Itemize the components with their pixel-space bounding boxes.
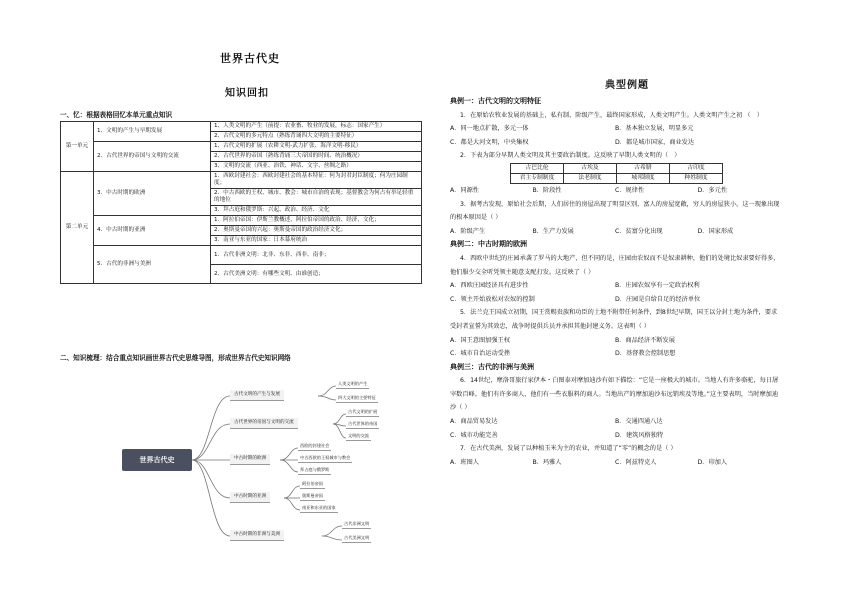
content-cell: 2、古代美洲文明：有哪些文明、由谁创造；	[211, 265, 422, 284]
answer-option: C．阿兹特克人	[615, 458, 657, 466]
table-cell: 种姓制度	[670, 173, 723, 183]
answer-option: B．商品经济不断发展	[615, 336, 675, 344]
section-heading-mindmap: 二、知识梳理：结合重点知识画世界古代史思维导图，形成世界古代史知识网络	[60, 354, 291, 362]
question-text: 6．14世纪，摩洛哥旅行家伊本・白图泰对摩加迪沙有如下描绘：“它是一座极大的城市。当地人有许多骆驼，每日屠宰数百峰。他们有许多商人，他们有一些衣服料的商人。当地出产的摩加迪沙布远销埃及等地。”这主要表明，当时摩加迪沙（ ）	[450, 377, 779, 412]
answer-option: D．庄园是自给自足的经济单位	[615, 295, 701, 303]
answer-option: A．西欧庄园经济具有进步性	[450, 282, 529, 290]
topic-cell: 4．中古时期的亚洲	[94, 216, 211, 246]
mindmap-leaf: 南亚和东亚的国家	[300, 504, 338, 513]
answer-option: C．都是大河文明，中央集权	[450, 138, 529, 146]
answer-options	[450, 122, 780, 149]
page-title: 世界古代史	[220, 52, 280, 65]
question-text: 5．法兰克王国成立初期，国王赏赐贵族和功臣的土地不附带任何条件，到8世纪早期，国王以分封土地为条件，要求受封者宣誓为其效忠，战争时提供兵员并承担其他封建义务。这表明（ ）	[450, 309, 778, 330]
answer-option: C．城市自治运动受挫	[450, 350, 511, 358]
review-table	[60, 121, 422, 284]
case-heading: 典例一：古代文明的文明特征	[450, 97, 541, 105]
answer-option: A．国王意图加强王权	[450, 336, 510, 344]
mindmap-leaf: 中古西欧的王权城市与教会	[298, 454, 352, 463]
answer-option: B．交通四通八达	[615, 418, 663, 426]
content-cell: 1．西欧封建社会：西欧封建社会的基本特征：何为封君封臣制度；何为庄园制度；	[211, 172, 422, 189]
answer-option: A．班图人	[450, 458, 479, 466]
topic-cell: 5．古代的非洲与美洲	[94, 246, 211, 284]
content-cell: 3．南亚与东亚的国家：日本幕府统治	[211, 236, 422, 246]
content-cell: 3．拜占庭和俄罗斯：兴起、政治、经济、文化	[211, 206, 422, 216]
table-row	[61, 142, 422, 152]
answer-options	[450, 225, 780, 239]
topic-cell: 1、文明的产生与早期发展	[94, 122, 211, 142]
answer-option: A．同一地点扩散，多元一体	[450, 125, 529, 133]
table-row	[61, 122, 422, 132]
mindmap-leaf: 西欧的封建社会	[298, 442, 331, 451]
mindmap-root: 世界古代史	[122, 449, 192, 471]
answer-option: C．贫富分化出现	[615, 227, 663, 235]
examples-title: 典型例题	[605, 80, 649, 91]
answer-option: D．多元性	[697, 186, 728, 194]
table-cell: 法老制度	[564, 173, 617, 183]
question-text: 4．西欧中世纪的庄园承袭了罗马的大地产，但不同的是，庄园由农奴而不是奴隶耕种，他们的处境比奴隶要好得多，他们服少交全听凭领主随意支配打发。这反映了（ ）	[450, 254, 780, 276]
mindmap-leaf: 古代世界的帝国	[346, 420, 379, 429]
answer-options	[450, 415, 780, 442]
answer-option: D．建筑风格独特	[615, 431, 664, 439]
mindmap-branch: 中古时期的非洲与美洲	[230, 530, 284, 541]
answer-options	[450, 279, 780, 306]
answer-options	[450, 456, 780, 470]
mindmap-leaf: 古代美洲文明	[342, 534, 371, 543]
answer-options	[450, 334, 780, 361]
table-row	[61, 216, 422, 226]
mindmap-leaf: 拜占庭与俄罗斯	[298, 466, 331, 475]
content-cell: 2、古代世界的帝国（熟练背诵三大帝国的时间、统治概况）	[211, 152, 422, 162]
mindmap-leaf: 古代非洲文明	[342, 520, 371, 529]
mindmap-branch: 古代世界的帝国与文明的交流	[230, 418, 298, 429]
answer-option: D．都是城市国家，商业发达	[615, 138, 695, 146]
answer-option: B．生产力发展	[532, 227, 574, 235]
case-heading: 典例三：古代的非洲与美洲	[450, 362, 534, 371]
answer-option: B．阶段性	[532, 186, 562, 194]
unit-cell: 第一单元	[61, 122, 94, 172]
table-cell: 君主专制制度	[511, 173, 564, 183]
answer-options	[450, 184, 780, 198]
answer-option: B．玛雅人	[532, 458, 562, 466]
content-cell: 2．中古西欧的王权、城市、教会：城市自治的表现；基督教会为何占有举足轻重的地位	[211, 189, 422, 206]
answer-option: C．规律性	[615, 186, 645, 194]
answer-option: B．庄园农奴享有一定政治权利	[615, 282, 700, 290]
answer-option: A．同源性	[450, 186, 479, 194]
right-column	[450, 0, 780, 608]
unit-cell: 第二单元	[61, 172, 94, 284]
table-cell: 城邦制度	[617, 173, 670, 183]
mindmap-branch: 中古时期的亚洲	[230, 492, 270, 503]
mindmap-leaf: 阿拉伯帝国	[300, 480, 325, 489]
case-heading: 典例二：中古时期的欧洲	[450, 240, 527, 249]
content-cell: 1．阿拉伯帝国：伊斯兰教概述，阿拉伯帝国的政治、经济、文化；	[211, 216, 422, 226]
mindmap-leaf: 人类文明的产生	[336, 380, 369, 389]
content-cell: 2．奥斯曼帝国的兴起：奥斯曼帝国的政治经济文化；	[211, 226, 422, 236]
question-table	[510, 163, 723, 184]
examples-body	[450, 95, 780, 469]
content-cell: 1、古代文明的扩展（农耕文明-武力扩张、海洋文明-移民）	[211, 142, 422, 152]
question-text: 1．在原始农牧业发展的基础上，私有制、阶级产生，最终国家形成，人类文明产生。人类文明产生之初 （ ）	[460, 111, 763, 119]
topic-cell: 2、古代世界的帝国与文明的交流	[94, 142, 211, 172]
answer-option: D．印加人	[697, 458, 728, 466]
left-column	[60, 0, 430, 608]
mindmap	[100, 372, 420, 562]
table-cell: 古埃及	[564, 163, 617, 173]
question-text: 7．在古代美洲，发展了以种植玉米为主的农业，并知道了“零”的概念的是（ ）	[460, 445, 677, 453]
answer-option: D．国家形成	[697, 227, 734, 235]
table-row	[61, 246, 422, 265]
answer-option: C．领主开始放松对农奴的控制	[450, 295, 535, 303]
table-row	[61, 172, 422, 189]
content-cell: 3、文明的交流（西亚、治铁、神话、文字、丝绸之路）	[211, 162, 422, 172]
answer-option: A．阶级产生	[450, 227, 486, 235]
table-cell: 古印度	[670, 163, 723, 173]
table-row	[511, 173, 723, 183]
table-cell: 古希腊	[617, 163, 670, 173]
answer-option: B．基本独立发展，明显多元	[615, 125, 694, 133]
mindmap-branch: 古代文明的产生与发展	[230, 390, 284, 401]
mindmap-leaf: 文明的交流	[346, 432, 371, 441]
mindmap-leaf: 古代文明的扩展	[346, 408, 379, 417]
table-row	[511, 163, 723, 173]
content-cell: 1、人类文明的产生（前提：农业畜、牧业的发展，标志：国家产生）	[211, 122, 422, 132]
topic-cell: 3．中古时期的欧洲	[94, 172, 211, 216]
mindmap-leaf: 奥斯曼帝国	[300, 492, 325, 501]
mindmap-branch: 中古时期的欧洲	[230, 454, 270, 465]
page-subtitle: 知识回扣	[225, 88, 269, 99]
answer-option: A．商品贸易发达	[450, 418, 498, 426]
question-text: 2．下表为部分早期人类文明及其主要政治制度。这反映了早期人类文明的（ ）	[460, 152, 681, 160]
content-cell: 2、古代文明的多元特点（熟练背诵四大文明的主要特征）	[211, 132, 422, 142]
section-heading-review: 一、忆：根据表格回忆本单元重点知识	[60, 111, 173, 119]
mindmap-leaf: 四大文明的主要特征	[336, 394, 378, 403]
question-text: 3．据考古发现，原始社会后期，人们居住的房屋出现了明显区别，富人的房屋宽敞，穷人的房屋狭小。这一现象出现的根本原因是（ ）	[450, 200, 780, 222]
table-cell: 古巴比伦	[511, 163, 564, 173]
answer-option: D．基督教会控制思想	[615, 350, 676, 358]
content-cell: 1．古代非洲文明：北非、东非、西非、南非；	[211, 246, 422, 265]
answer-option: C．城市功能完善	[450, 431, 498, 439]
